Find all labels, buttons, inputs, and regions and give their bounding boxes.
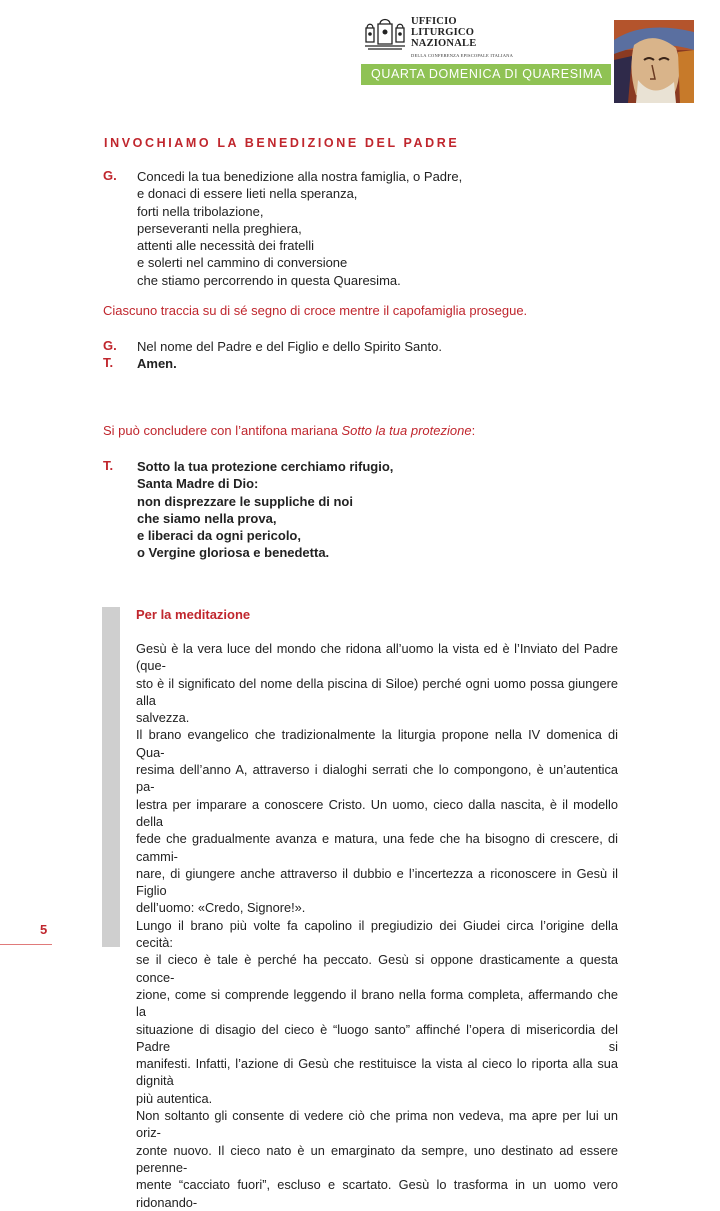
meditation-line: manifesti. Infatti, l’azione di Gesù che restituisce la vista al cieco lo riporta alla sua dignità bbox=[136, 1056, 618, 1089]
meditation-line: più autentica. bbox=[136, 1090, 213, 1106]
prayer-line: Concedi la tua benedizione alla nostra famiglia, o Padre, bbox=[137, 169, 463, 184]
section-heading: INVOCHIAMO LA BENEDIZIONE DEL PADRE bbox=[104, 136, 460, 150]
speaker-label: T. bbox=[103, 355, 114, 370]
logo-wordmark bbox=[411, 16, 476, 49]
antiphon-line: Santa Madre di Dio: bbox=[137, 476, 259, 492]
prayer-line: e donaci di essere lieti nella speranza, bbox=[137, 186, 358, 202]
meditation-line: dell’uomo: «Credo, Signore!». bbox=[136, 900, 306, 916]
antiphon-line: Sotto la tua protezione cerchiamo rifugio, bbox=[137, 459, 394, 474]
logo-line: NAZIONALE bbox=[411, 38, 477, 49]
response-line: Amen. bbox=[137, 356, 177, 371]
antiphon-text bbox=[137, 458, 393, 562]
meditation-line: nare, di giungere anche attraverso il dubbio e l’incertezza a riconoscere in Gesù il Figlio bbox=[136, 865, 618, 899]
rubric-text bbox=[103, 423, 475, 438]
meditation-line: sto è il significato del nome della piscina di Siloe) perché ogni uomo possa giungere alla bbox=[136, 675, 618, 708]
meditation-line: Il brano evangelico che tradizionalmente la liturgia propone nella IV domenica di Qua- bbox=[136, 727, 618, 760]
meditation-body bbox=[136, 640, 618, 1211]
antiphon-line: e liberaci da ogni pericolo, bbox=[137, 528, 301, 544]
meditation-line: lestra per imparare a conoscere Cristo. Un uomo, cieco dalla nascita, è il modello della bbox=[136, 796, 618, 829]
meditation-line: salvezza. bbox=[136, 710, 190, 726]
meditation-line: Gesù è la vera luce del mondo che ridona all’uomo la vista ed è l’Inviato del Padre (que- bbox=[136, 641, 618, 674]
publisher-logo bbox=[363, 16, 613, 66]
meditation-line: fede che gradualmente avanza e matura, una fede che ha bisogno di crescere, di cammi- bbox=[136, 831, 618, 864]
rubric-suffix: : bbox=[471, 423, 476, 438]
speaker-label: G. bbox=[103, 338, 117, 353]
antiphon-line: non disprezzare le suppliche di noi bbox=[137, 493, 353, 509]
rubric-prefix: Si può concludere con l’antifona mariana bbox=[103, 423, 342, 438]
prayer-text bbox=[137, 168, 462, 289]
banner-title: QUARTA DOMENICA DI QUARESIMA bbox=[371, 67, 603, 81]
logo-line: UFFICIO bbox=[411, 16, 457, 27]
meditation-line: se il cieco è tale è perché ha peccato. Gesù si oppone drasticamente a questa conce- bbox=[136, 952, 618, 985]
sidebar-bar bbox=[102, 607, 120, 947]
prayer-line: attenti alle necessità dei fratelli bbox=[137, 238, 315, 254]
prayer-line: che stiamo percorrendo in questa Quaresima. bbox=[137, 272, 401, 288]
prayer-line: perseveranti nella preghiera, bbox=[137, 220, 302, 236]
footer-divider bbox=[0, 944, 52, 945]
meditation-line: mente “cacciato fuori”, escluso e scartato. Gesù lo trasforma in un uomo vero ridonando- bbox=[136, 1177, 618, 1210]
rubric-title: Sotto la tua protezione bbox=[341, 423, 472, 438]
page-number: 5 bbox=[40, 922, 48, 937]
antiphon-line: che siamo nella prova, bbox=[137, 510, 277, 526]
meditation-heading: Per la meditazione bbox=[136, 607, 251, 622]
speaker-label: T. bbox=[103, 458, 114, 473]
meditation-line: resima dell’anno A, attraverso i dialoghi serrati che lo compongono, è un’autentica pa- bbox=[136, 762, 618, 795]
meditation-line: situazione di disagio del cieco è “luogo santo” affinché l’opera di misericordia del Padre si bbox=[136, 1021, 618, 1054]
book-seal-icon bbox=[363, 18, 407, 54]
meditation-line: zonte nuovo. Il cieco nato è un emarginato da sempre, uno destinato ad essere perenne- bbox=[136, 1142, 618, 1175]
prayer-line: forti nella tribolazione, bbox=[137, 203, 264, 219]
logo-line: LITURGICO bbox=[411, 27, 475, 38]
meditation-line: Lungo il brano più volte fa capolino il pregiudizio dei Giudei circa l’origine della cecità: bbox=[136, 917, 618, 951]
logo-subtitle: DELLA CONFERENZA EPISCOPALE ITALIANA bbox=[411, 53, 514, 58]
rubric-text: Ciascuno traccia su di sé segno di croce mentre il capofamiglia prosegue. bbox=[103, 303, 528, 318]
meditation-line: zione, come si comprende leggendo il brano nella forma completa, affermando che la bbox=[136, 986, 618, 1020]
antiphon-line: o Vergine gloriosa e benedetta. bbox=[137, 545, 330, 561]
speaker-label: G. bbox=[103, 168, 117, 183]
icon-painting-image bbox=[614, 20, 694, 103]
prayer-line: e solerti nel cammino di conversione bbox=[137, 255, 348, 271]
banner-bar bbox=[361, 64, 611, 85]
meditation-line: Non soltanto gli consente di vedere ciò che prima non vedeva, ma apre per lui un oriz- bbox=[136, 1108, 618, 1141]
prayer-line: Nel nome del Padre e del Figlio e dello Spirito Santo. bbox=[137, 339, 442, 354]
